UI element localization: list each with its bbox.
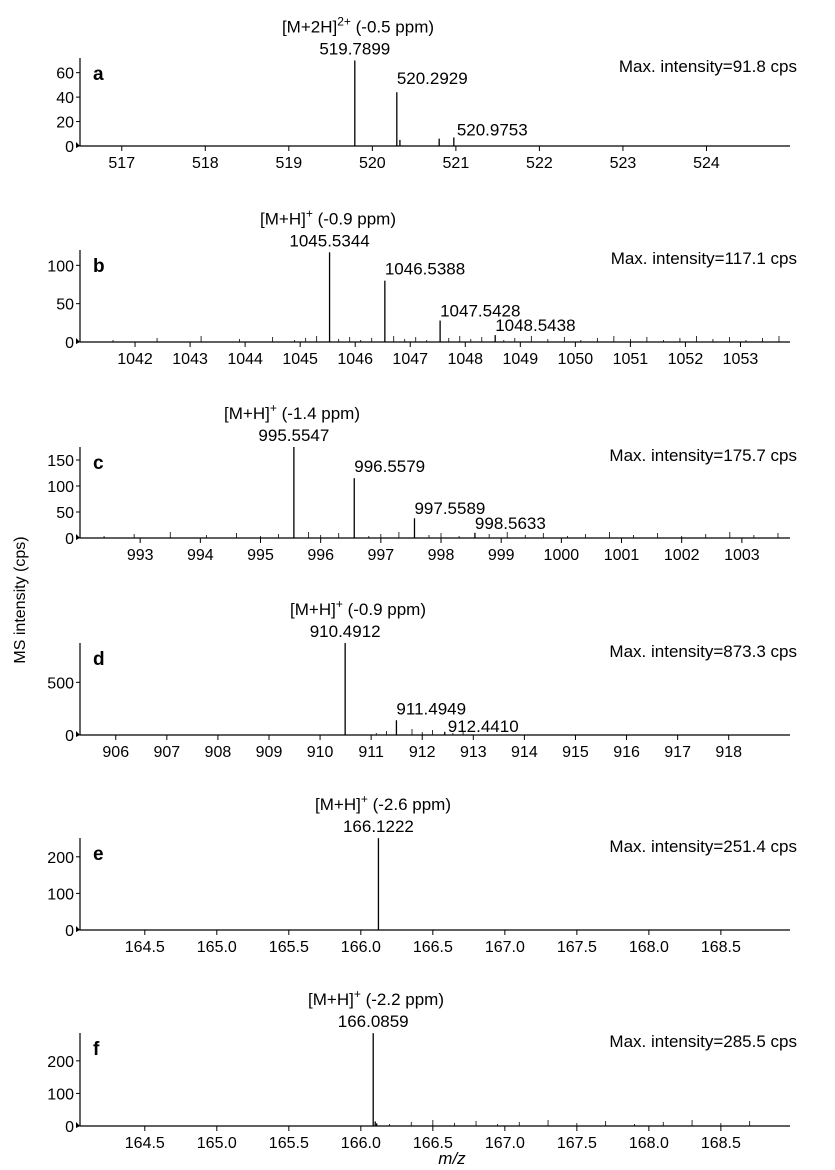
x-tick-label: 906 — [102, 744, 130, 761]
ion-annotation — [290, 597, 426, 619]
x-tick-label: 1052 — [667, 351, 704, 368]
x-tick-label: 1001 — [603, 547, 640, 564]
ion-annotation — [308, 987, 444, 1009]
peak-mz-label: 519.7899 — [319, 39, 391, 59]
y-tick-label: 100 — [47, 1086, 74, 1104]
y-tick-label: 0 — [65, 139, 74, 156]
x-tick-label: 909 — [255, 744, 283, 761]
ion-formula: [M+H] — [224, 404, 270, 423]
x-tick-label: 524 — [693, 155, 720, 172]
panel-letter: d — [93, 649, 105, 670]
x-tick-label: 518 — [191, 155, 219, 172]
x-tick-label: 993 — [126, 547, 154, 564]
x-tick-label: 517 — [108, 155, 136, 172]
y-tick-label: 100 — [47, 258, 74, 276]
x-tick-label: 911 — [358, 744, 384, 761]
x-tick-label: 519 — [275, 155, 303, 172]
x-tick-label: 1002 — [663, 547, 700, 564]
x-tick-label: 997 — [367, 547, 395, 564]
y-tick-label: 500 — [47, 675, 74, 693]
peak-mz-label: 1046.5388 — [384, 259, 466, 279]
x-tick-label: 907 — [153, 744, 181, 761]
y-axis-title: MS intensity (cps) — [12, 536, 29, 664]
x-axis-title: m/z — [438, 1149, 466, 1168]
y-tick-label: 150 — [47, 453, 74, 470]
x-tick-label: 995 — [247, 547, 274, 564]
x-tick-label: 168.0 — [628, 939, 669, 956]
x-tick-label: 1045 — [282, 351, 318, 368]
ion-charge: + — [335, 597, 343, 612]
panel-letter: c — [93, 453, 104, 474]
peak-mz-label: 998.5633 — [474, 513, 546, 533]
ion-charge: + — [305, 206, 313, 221]
x-tick-label: 165.5 — [268, 1135, 309, 1152]
x-tick-label: 1047 — [392, 351, 429, 368]
x-tick-label: 918 — [715, 744, 743, 761]
x-tick-label: 166.5 — [412, 939, 453, 956]
peak-mz-label: 166.0859 — [337, 1012, 409, 1032]
x-tick-label: 167.0 — [484, 939, 525, 956]
x-tick-label: 999 — [487, 547, 515, 564]
x-tick-label: 521 — [442, 155, 470, 172]
ion-formula: [M+2H] — [281, 17, 338, 37]
x-tick-label: 1043 — [172, 351, 208, 368]
ion-annotation — [282, 14, 434, 36]
y-tick-label: 100 — [47, 479, 74, 496]
ion-charge: + — [360, 792, 368, 807]
x-tick-label: 914 — [511, 744, 538, 761]
ion-formula: [M+H] — [308, 990, 354, 1010]
x-tick-label: 1051 — [612, 351, 649, 368]
x-tick-label: 1050 — [557, 351, 594, 368]
peak-mz-label: 911.4949 — [396, 699, 467, 719]
ion-ppm: (-0.5 ppm) — [350, 17, 435, 37]
peak-mz-label: 1047.5428 — [440, 301, 521, 321]
panel-letter: a — [93, 64, 104, 85]
ion-charge: 2+ — [337, 14, 351, 29]
ion-ppm: (-2.6 ppm) — [367, 795, 451, 815]
x-tick-label: 916 — [613, 744, 640, 761]
peak-mz-label: 520.9753 — [456, 120, 528, 140]
x-tick-label: 1048 — [447, 351, 484, 368]
x-tick-label: 168.5 — [700, 1135, 741, 1152]
x-tick-label: 1046 — [337, 351, 373, 368]
ion-annotation — [224, 401, 360, 423]
x-tick-label: 1049 — [502, 351, 539, 368]
max-intensity-label: Max. intensity=175.7 cps — [609, 446, 797, 465]
ion-charge: + — [269, 401, 277, 415]
x-tick-label: 165.5 — [268, 939, 309, 956]
x-tick-label: 1000 — [543, 547, 580, 564]
peak-mz-label: 166.1222 — [342, 817, 414, 837]
panel-letter: b — [93, 256, 105, 277]
peak-mz-label: 995.5547 — [258, 426, 330, 445]
x-tick-label: 913 — [459, 744, 487, 761]
max-intensity-label: Max. intensity=91.8 cps — [618, 57, 797, 76]
x-tick-label: 1003 — [724, 547, 760, 564]
ion-ppm: (-1.4 ppm) — [276, 404, 360, 423]
y-tick-label: 0 — [65, 923, 74, 940]
x-tick-label: 994 — [186, 547, 214, 564]
y-tick-label: 50 — [56, 296, 74, 314]
ion-formula: [M+H] — [315, 795, 361, 815]
y-tick-label: 40 — [56, 90, 74, 108]
peak-mz-label: 912.4410 — [447, 716, 519, 736]
x-tick-label: 1042 — [117, 351, 153, 368]
x-tick-label: 166.5 — [412, 1135, 453, 1152]
y-tick-label: 200 — [47, 1053, 74, 1071]
x-tick-label: 167.5 — [556, 1135, 597, 1152]
x-tick-label: 165.0 — [196, 939, 237, 956]
x-tick-label: 998 — [427, 547, 455, 564]
y-tick-label: 100 — [47, 886, 74, 904]
peak-mz-label: 996.5579 — [354, 457, 426, 477]
x-tick-label: 910 — [306, 744, 334, 761]
x-tick-label: 168.0 — [628, 1135, 669, 1152]
ion-ppm: (-0.9 ppm) — [312, 209, 396, 229]
x-tick-label: 164.5 — [124, 1135, 165, 1152]
ion-ppm: (-2.2 ppm) — [360, 990, 444, 1010]
x-tick-label: 520 — [359, 155, 386, 172]
x-tick-label: 1053 — [722, 351, 759, 368]
x-tick-label: 908 — [204, 744, 232, 761]
x-tick-label: 164.5 — [124, 939, 165, 956]
peak-mz-label: 910.4912 — [309, 622, 381, 642]
x-tick-label: 1044 — [227, 351, 263, 368]
peak-mz-label: 520.2929 — [396, 69, 468, 89]
peak-mz-label: 997.5589 — [414, 499, 486, 519]
max-intensity-label: Max. intensity=873.3 cps — [609, 642, 797, 661]
y-tick-label: 60 — [56, 65, 74, 83]
x-tick-label: 167.0 — [484, 1135, 525, 1152]
y-tick-label: 0 — [65, 531, 74, 548]
x-tick-label: 165.0 — [196, 1135, 237, 1152]
ion-formula: [M+H] — [290, 600, 336, 620]
ion-ppm: (-0.9 ppm) — [342, 600, 426, 620]
panel-letter: f — [93, 1039, 100, 1060]
y-tick-label: 0 — [65, 1119, 74, 1136]
y-tick-label: 50 — [56, 505, 74, 522]
y-tick-label: 200 — [47, 849, 74, 867]
ion-formula: [M+H] — [260, 209, 306, 229]
x-tick-label: 166.0 — [340, 1135, 381, 1152]
ion-charge: + — [353, 987, 361, 1002]
panel-letter: e — [93, 844, 104, 865]
peak-mz-label: 1045.5344 — [289, 231, 370, 251]
x-tick-label: 996 — [307, 547, 335, 564]
max-intensity-label: Max. intensity=285.5 cps — [609, 1032, 797, 1051]
x-tick-label: 917 — [664, 744, 691, 761]
peak-mz-label: 1048.5438 — [495, 316, 576, 336]
ion-annotation — [260, 206, 396, 228]
ion-annotation — [315, 792, 451, 814]
y-tick-label: 0 — [65, 335, 74, 352]
x-tick-label: 912 — [408, 744, 436, 761]
x-tick-label: 166.0 — [340, 939, 381, 956]
x-tick-label: 523 — [609, 155, 637, 172]
x-tick-label: 168.5 — [700, 939, 741, 956]
y-tick-label: 0 — [65, 728, 74, 745]
x-tick-label: 522 — [526, 155, 553, 172]
x-tick-label: 915 — [562, 744, 589, 761]
y-tick-label: 20 — [56, 114, 74, 132]
max-intensity-label: Max. intensity=251.4 cps — [609, 837, 797, 856]
max-intensity-label: Max. intensity=117.1 cps — [610, 249, 797, 268]
x-tick-label: 167.5 — [556, 939, 597, 956]
